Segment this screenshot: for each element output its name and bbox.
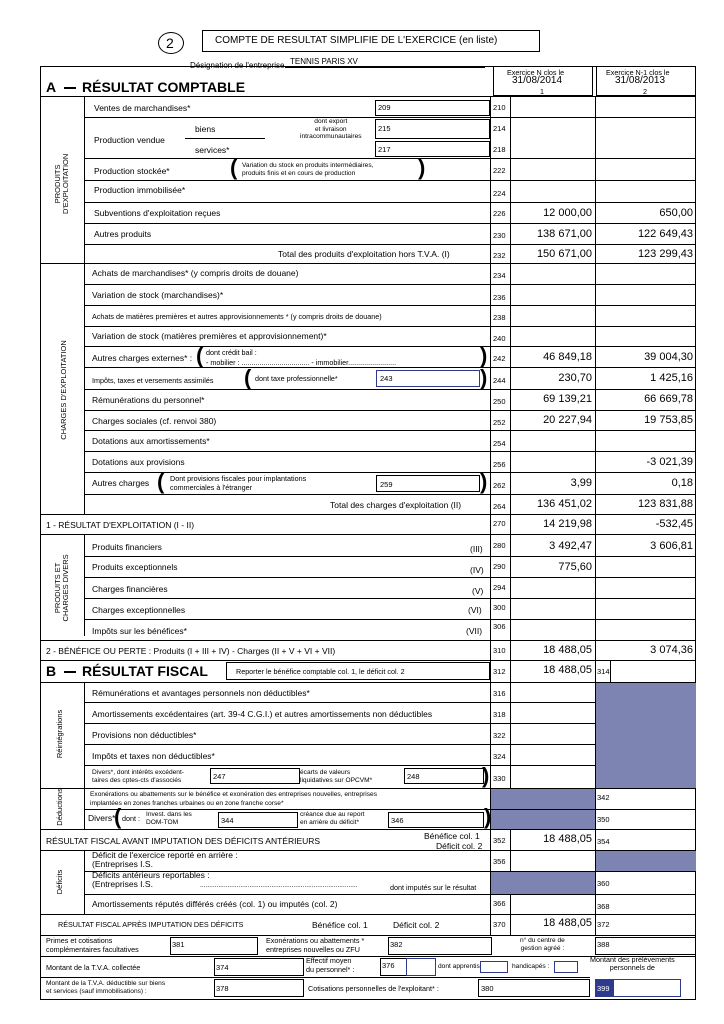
paren-close: ) <box>484 804 492 829</box>
shaded-block-def2 <box>491 871 595 895</box>
code-381: 381 <box>172 940 185 949</box>
section-line <box>40 640 696 641</box>
row-line <box>84 619 696 620</box>
section-a-letter: A <box>46 79 57 95</box>
col-line <box>610 660 611 682</box>
side-deficits: Déficits <box>55 869 65 895</box>
row-line <box>84 598 696 599</box>
resultat-avant-label: RÉSULTAT FISCAL AVANT IMPUTATION DES DÉFICITS ANTÉRIEURS <box>46 836 321 846</box>
value-244-n: 230,70 <box>558 372 592 384</box>
deduct-divers-label: Divers* <box>88 813 116 823</box>
achats-matieres-label: Achats de matières premières et autres approvisionnements * (y compris droits de douane) <box>92 312 382 321</box>
total-produits-label: Total des produits d'exploitation hors T.V.A. (I) <box>278 249 450 259</box>
code-399: 399 <box>597 984 610 993</box>
row-line <box>84 223 696 224</box>
provisions-fiscales-note: Dont provisions fiscales pour implantations commerciales à l'étranger <box>170 474 307 492</box>
impots-label: Impôts, taxes et versements assimilés <box>92 376 214 385</box>
section-b-note: Reporter le bénéfice comptable col. 1, le déficit col. 2 <box>236 667 405 676</box>
value-280-n: 3 492,47 <box>549 540 592 552</box>
code-264: 264 <box>493 502 506 511</box>
row-line <box>84 430 696 431</box>
section-b-letter: B <box>46 663 57 679</box>
row-line <box>84 410 696 411</box>
code-254: 254 <box>493 439 506 448</box>
benefice-perte-label: 2 - BÉNÉFICE OU PERTE : Produits (I + III + IV) - Charges (II + V + VI + VII) <box>46 646 336 656</box>
code-372: 372 <box>597 920 610 929</box>
autres-produits-label: Autres produits <box>94 229 152 239</box>
code-210: 210 <box>493 103 506 112</box>
code-370: 370 <box>493 920 506 929</box>
centre-gestion-label: n° du centre de gestion agréé : <box>520 937 565 952</box>
ib-roman: (VII) <box>466 626 483 636</box>
value-270-n: 14 219,98 <box>543 518 592 530</box>
code-209: 209 <box>378 103 391 112</box>
code-380: 380 <box>481 984 494 993</box>
section-a-title: RÉSULTAT COMPTABLE <box>82 79 246 95</box>
col1-date: 31/08/2014 <box>512 75 563 86</box>
deduct-dont-label: dont : <box>122 814 140 823</box>
biens-label: biens <box>195 124 216 134</box>
subventions-label: Subventions d'exploitation reçues <box>94 208 221 218</box>
section-line <box>40 660 696 661</box>
apres-benefice-label: Bénéfice col. 1 <box>312 920 368 930</box>
row-line <box>84 180 696 181</box>
designation-label: Désignation de l'entreprise <box>190 61 285 70</box>
paren-close: ) <box>418 155 426 180</box>
services-label: services* <box>195 145 230 155</box>
reint-divers-label: Divers*, dont intérêts excédent- taires des cptes-cts d'associés <box>92 769 184 784</box>
deduct-exonerations-label: Exonérations ou abattements sur le bénéfice et exonération des entreprises nouvelles, entreprises implantées en zones franches urbaines ou en zone franche corse* <box>90 791 377 807</box>
code-234: 234 <box>493 271 506 280</box>
ce-roman: (VI) <box>468 605 482 615</box>
paren-close: ) <box>480 365 488 390</box>
produits-financiers-label: Produits financiers <box>92 542 162 552</box>
shaded-block-reint <box>596 683 696 788</box>
variation-note: Variation du stock en produits intermédiaires, produits finis et en cours de production <box>242 162 374 177</box>
credit-bail-label: dont crédit bail : <box>206 348 257 357</box>
code-247: 247 <box>213 772 226 781</box>
code-310: 310 <box>493 646 506 655</box>
col2-date: 31/08/2013 <box>615 75 666 86</box>
box-382 <box>388 937 492 955</box>
value-250-n1: 66 669,78 <box>644 393 693 405</box>
row-line <box>84 556 696 557</box>
code-374: 374 <box>216 963 229 972</box>
code-236: 236 <box>493 293 506 302</box>
code-238: 238 <box>493 313 506 322</box>
section-line <box>40 829 696 830</box>
page-number: 2 <box>166 35 174 51</box>
code-218: 218 <box>493 145 506 154</box>
tva-collectee-label: Montant de la T.V.A. collectée <box>46 963 141 972</box>
side-col-line <box>84 96 85 636</box>
reint-amortissements-label: Amortissements excédentaires (art. 39-4 C.G.I.) et autres amortissements non déductibles <box>92 709 433 719</box>
row-line <box>84 284 696 285</box>
variation-marchandises-label: Variation de stock (marchandises)* <box>92 290 224 300</box>
tva-deductible-label: Montant de la T.V.A. déductible sur biens et services (sauf immobilisations) : <box>46 980 166 996</box>
code-356: 356 <box>493 857 506 866</box>
credit-bail-detail: - mobilier : .................................. - immobilier........................ <box>206 358 397 367</box>
value-310-n: 18 488,05 <box>543 644 592 656</box>
export-note: dont export et livraison intracommunautaires <box>300 118 362 141</box>
box-217 <box>375 141 490 157</box>
variation-matieres-label: Variation de stock (matières premières et approvisionnement)* <box>92 331 327 341</box>
side-produits: PRODUITS D'EXPLOITATION <box>53 153 70 215</box>
handicapes-label: handicapés : <box>512 963 550 970</box>
code-342: 342 <box>597 793 610 802</box>
primes-label: Primes et cotisations complémentaires facultatives <box>46 936 139 954</box>
code-214: 214 <box>493 124 506 133</box>
charges-sociales-label: Charges sociales (cf. renvoi 380) <box>92 416 217 426</box>
code-344: 344 <box>221 816 234 825</box>
benefice-col1-label: Bénéfice col. 1 <box>424 831 480 841</box>
code-378: 378 <box>216 984 229 993</box>
shaded-block-def1 <box>596 851 696 871</box>
row-line <box>84 202 696 203</box>
value-244-n1: 1 425,16 <box>650 372 693 384</box>
section-b-title: RÉSULTAT FISCAL <box>82 663 208 679</box>
dotted-line: ...................................................................................... <box>200 882 358 889</box>
code-352: 352 <box>493 836 506 845</box>
row-line <box>84 494 696 495</box>
code-215: 215 <box>378 124 391 133</box>
autres-charges-externes-label: Autres charges externes* : <box>92 353 193 363</box>
autres-charges-label: Autres charges <box>92 478 150 488</box>
cotisations-label: Cotisations personnelles de l'exploitant* : <box>308 984 439 993</box>
apres-deficit-label: Déficit col. 2 <box>393 920 440 930</box>
reint-provisions-label: Provisions non déductibles* <box>92 730 197 740</box>
value-290-n: 775,60 <box>558 561 592 573</box>
value-232-n: 150 671,00 <box>536 248 592 260</box>
code-256: 256 <box>493 460 506 469</box>
value-352-n: 18 488,05 <box>543 833 592 845</box>
code-330: 330 <box>493 774 506 783</box>
col-line <box>490 514 491 535</box>
taxe-pro-label: dont taxe professionnelle* <box>255 374 338 383</box>
value-252-n1: 19 753,85 <box>644 414 693 426</box>
box-388 <box>595 937 696 955</box>
value-310-n1: 3 074,36 <box>650 644 693 656</box>
section-line <box>40 914 696 915</box>
value-226-n: 12 000,00 <box>543 207 592 219</box>
value-280-n1: 3 606,81 <box>650 540 693 552</box>
paren-open: ( <box>114 804 122 829</box>
code-280: 280 <box>493 541 506 550</box>
code-224: 224 <box>493 189 506 198</box>
row-line <box>84 305 696 306</box>
row-line <box>84 894 696 895</box>
code-322: 322 <box>493 731 506 740</box>
row-line <box>84 809 696 810</box>
code-316: 316 <box>493 689 506 698</box>
box-215 <box>375 119 490 139</box>
code-306: 306 <box>493 622 506 631</box>
value-370-n: 18 488,05 <box>543 917 592 929</box>
code-250: 250 <box>493 397 506 406</box>
code-240: 240 <box>493 334 506 343</box>
dont-imputes-label: dont imputés sur le résultat <box>390 883 477 892</box>
effectif-label: Effectif moyen du personnel* : <box>306 956 355 974</box>
paren-open: ( <box>196 343 204 368</box>
reint-remunerations-label: Rémunérations et avantages personnels non déductibles* <box>92 688 310 698</box>
side-col-line <box>84 682 85 788</box>
row-line <box>84 765 596 766</box>
code-244: 244 <box>493 376 506 385</box>
charges-exceptionnelles-label: Charges exceptionnelles <box>92 605 186 615</box>
reint-ecarts-label: écarts de valeurs liquidatives sur OPCVM* <box>300 769 373 784</box>
code-324: 324 <box>493 752 506 761</box>
box-209 <box>375 100 490 116</box>
paren-close: ) <box>480 469 488 494</box>
biens-line <box>185 138 265 139</box>
code-232: 232 <box>493 251 506 260</box>
paren-open: ( <box>157 469 165 494</box>
achats-marchandises-label: Achats de marchandises* (y compris droits de douane) <box>92 268 299 278</box>
col1-label: Exercice N clos le <box>507 68 565 77</box>
side-col-line <box>84 850 85 915</box>
code-314: 314 <box>597 667 610 676</box>
code-248: 248 <box>407 772 420 781</box>
section-line <box>40 935 696 936</box>
row-line <box>84 326 696 327</box>
section-b-dash <box>64 671 76 673</box>
box-376-input <box>406 958 436 976</box>
value-226-n1: 650,00 <box>659 207 693 219</box>
code-252: 252 <box>493 418 506 427</box>
value-312-n: 18 488,05 <box>543 664 592 676</box>
code-226: 226 <box>493 209 506 218</box>
value-242-n1: 39 004,30 <box>644 351 693 363</box>
remunerations-label: Rémunérations du personnel* <box>92 395 205 405</box>
code-376: 376 <box>382 961 395 970</box>
total-charges-label: Total des charges d'exploitation (II) <box>330 500 462 510</box>
company-name: TENNIS PARIS XV <box>290 57 358 66</box>
side-produits-charges: PRODUITS ET CHARGES DIVERS <box>53 554 70 622</box>
section-line <box>40 788 696 789</box>
production-vendue-label: Production vendue <box>94 135 165 145</box>
cf-roman: (V) <box>472 586 484 596</box>
provisions-label: Dotations aux provisions <box>92 457 185 467</box>
value-252-n: 20 227,94 <box>543 414 592 426</box>
side-reintegrations: Réintégrations <box>55 709 65 759</box>
code-346: 346 <box>391 816 404 825</box>
code-242: 242 <box>493 354 506 363</box>
value-262-n1: 0,18 <box>671 477 693 489</box>
code-243: 243 <box>380 374 393 383</box>
code-360: 360 <box>597 879 610 888</box>
value-264-n: 136 451,02 <box>536 498 592 510</box>
value-232-n1: 123 299,43 <box>637 248 693 260</box>
deficit-reporte-label: Déficit de l'exercice reporté en arrière : (Entreprises I.S. <box>92 850 238 870</box>
resultat-exploitation-label: 1 - RÉSULTAT D'EXPLOITATION (I - II) <box>46 520 195 530</box>
code-368: 368 <box>597 902 610 911</box>
code-290: 290 <box>493 562 506 571</box>
row-line <box>84 158 696 159</box>
col2-number: 2 <box>643 87 647 96</box>
paren-open: ( <box>244 365 252 390</box>
paren-close: ) <box>482 763 490 788</box>
code-354: 354 <box>597 837 610 846</box>
code-366: 366 <box>493 899 506 908</box>
form-title: COMPTE DE RESULTAT SIMPLIFIE DE L'EXERCICE (en liste) <box>215 35 498 46</box>
box-380 <box>478 979 590 997</box>
pf-roman: (III) <box>470 544 483 554</box>
side-charges: CHARGES D'EXPLOITATION <box>59 340 69 440</box>
amortissements-differes-label: Amortissements réputés différés créés (col. 1) ou imputés (col. 2) <box>92 899 338 909</box>
row-line <box>84 472 696 473</box>
row-line <box>40 977 590 978</box>
code-230: 230 <box>493 231 506 240</box>
reint-impots-label: Impôts et taxes non déductibles* <box>92 751 215 761</box>
resultat-apres-label: RÉSULTAT FISCAL APRÈS IMPUTATION DES DÉFICITS <box>58 920 244 929</box>
row-line <box>84 389 696 390</box>
code-270: 270 <box>493 519 506 528</box>
apprentis-box <box>480 961 508 973</box>
row-line <box>84 117 696 118</box>
code-388: 388 <box>597 940 610 949</box>
value-256-n1: -3 021,39 <box>646 456 693 468</box>
row-line <box>84 367 696 368</box>
code-294: 294 <box>493 583 506 592</box>
handicapes-box <box>554 961 578 973</box>
section-a-line <box>40 96 696 97</box>
code-300: 300 <box>493 603 506 612</box>
row-line <box>84 577 696 578</box>
row-line <box>84 744 596 745</box>
deficits-anterieurs-label: Déficits antérieurs reportables : (Entreprises I.S. <box>92 870 210 890</box>
row-line <box>84 244 696 245</box>
paren-open: ( <box>230 155 238 180</box>
ventes-label: Ventes de marchandises* <box>94 103 191 113</box>
production-stockee-label: Production stockée* <box>94 166 170 176</box>
row-line <box>84 702 596 703</box>
section-a-dash <box>64 87 76 89</box>
col-line <box>595 514 596 535</box>
value-264-n1: 123 831,88 <box>637 498 693 510</box>
code-382: 382 <box>390 940 403 949</box>
deficit-col2-label: Déficit col. 2 <box>436 841 483 851</box>
col2-label: Exercice N-1 clos le <box>606 68 670 77</box>
code-217: 217 <box>378 145 391 154</box>
code-318: 318 <box>493 710 506 719</box>
paren-close: ) <box>480 343 488 368</box>
col1-number: 1 <box>540 87 544 96</box>
pe-roman: (IV) <box>470 565 484 575</box>
charges-financieres-label: Charges financières <box>92 584 168 594</box>
side-deductions: Déductions <box>55 788 65 826</box>
code-350: 350 <box>597 815 610 824</box>
row-line <box>84 346 696 347</box>
code-312: 312 <box>493 667 506 676</box>
code-222: 222 <box>493 166 506 175</box>
impots-benefices-label: Impôts sur les bénéfices* <box>92 626 187 636</box>
deduct-invest-label: Invest. dans les DOM-TOM <box>146 811 192 826</box>
produits-exceptionnels-label: Produits exceptionnels <box>92 562 178 572</box>
prelevements-label: Montant des prélèvements personnels de <box>590 955 675 972</box>
value-242-n: 46 849,18 <box>543 351 592 363</box>
deduct-creance-label: créance due au report en arrière du déficit* <box>300 811 365 826</box>
exonerations-zfu-label: Exonérations ou abattements * entreprises nouvelles ou ZFU <box>266 936 365 954</box>
value-262-n: 3,99 <box>570 477 592 489</box>
code-259: 259 <box>380 480 393 489</box>
value-270-n1: -532,45 <box>655 518 693 530</box>
value-250-n: 69 139,21 <box>543 393 592 405</box>
amortissements-label: Dotations aux amortissements* <box>92 436 210 446</box>
code-262: 262 <box>493 481 506 490</box>
apprentis-label: dont apprentis <box>438 963 480 970</box>
value-230-n1: 122 649,43 <box>637 228 693 240</box>
value-230-n: 138 671,00 <box>536 228 592 240</box>
section-line <box>40 263 696 264</box>
production-immobilisee-label: Production immobilisée* <box>94 185 186 195</box>
row-line <box>84 723 596 724</box>
row-line <box>84 451 696 452</box>
